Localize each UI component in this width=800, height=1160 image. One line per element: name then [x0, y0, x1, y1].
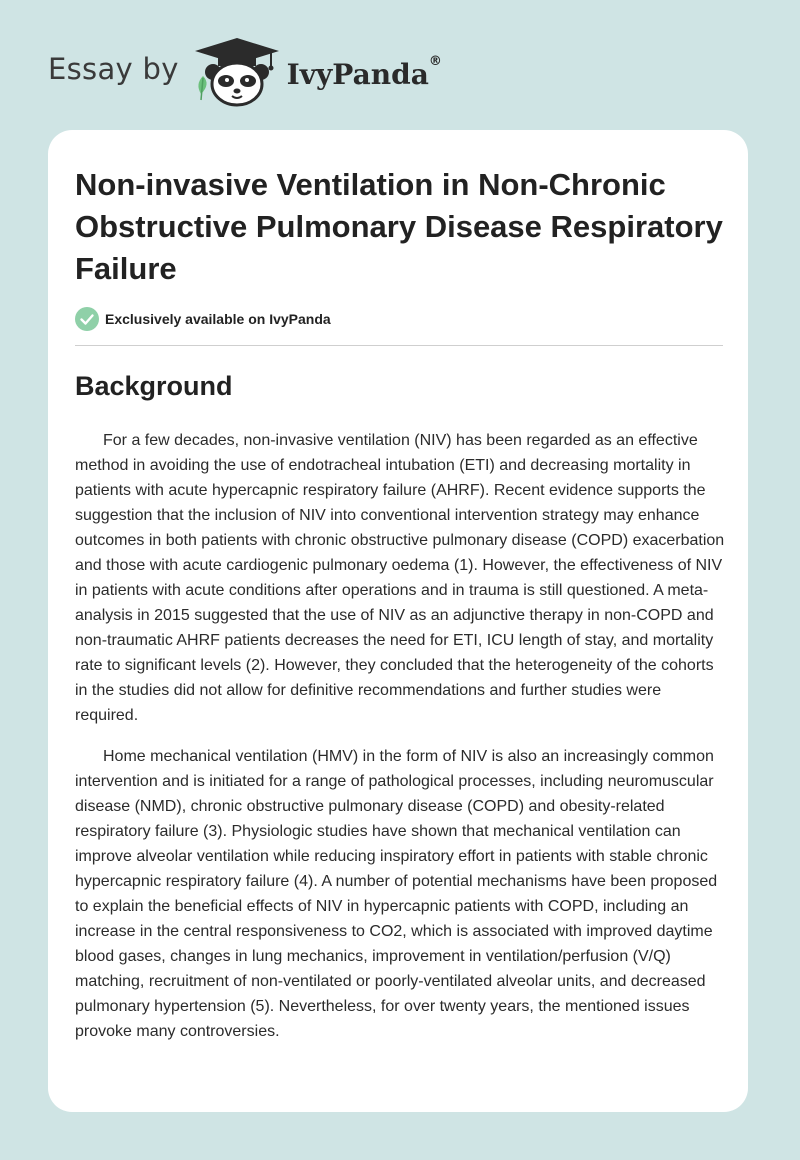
brand-name[interactable] [286, 53, 442, 91]
panda-graduation-cap-icon[interactable] [191, 36, 283, 108]
check-circle-icon [75, 307, 99, 331]
article-body [75, 428, 727, 1060]
essay-card [48, 130, 748, 1112]
section-heading: Background [75, 371, 233, 401]
divider [75, 345, 723, 346]
registered-mark: ® [428, 53, 442, 69]
exclusive-badge-text: Exclusively available on IvyPanda [105, 311, 331, 327]
paragraph: Home mechanical ventilation (HMV) in the form of NIV is also an increasingly common intervention and is initiated for a range of pathological processes, including neuromuscular disease (NMD), chronic obstructive pulmonary disease (COPD) and obesity-related respiratory failure (3). Physiologic studies have shown that mechanical ventilation can improve alveolar ventilation while reducing inspiratory effort in patients with stable chronic hypercapnic respiratory failure (4). A number of potential mechanisms have been proposed to explain the beneficial effects of NIV in hypercapnic patients with COPD, including an increase in the central responsiveness to CO2, which is associated with improved daytime blood gases, changes in lung mechanics, improvement in ventilation/perfusion (V/Q) matching, recruitment of non-ventilated or poorly-ventilated alveolar units, and decreased pulmonary hypertension (5). Nevertheless, for over twenty years, the mentioned issues provoke many controversies. [75, 748, 718, 1040]
brand-name-text: IvyPanda [286, 57, 429, 91]
page-title: Non-invasive Ventilation in Non-Chronic Obstructive Pulmonary Disease Respiratory Failure [75, 167, 723, 286]
site-header [48, 36, 442, 108]
paragraph: For a few decades, non-invasive ventilation (NIV) has been regarded as an effective method in avoiding the use of endotracheal intubation (ETI) and decreasing mortality in patients with acute hypercapnic respiratory failure (AHRF). Recent evidence supports the suggestion that the inclusion of NIV into conventional intervention strategy may enhance outcomes in both patients with chronic obstructive pulmonary disease (COPD) exacerbation and those with acute cardiogenic pulmonary oedema (1). However, the effectiveness of NIV in patients with acute conditions after operations and in trauma is still questioned. A meta-analysis in 2015 suggested that the use of NIV as an adjunctive therapy in non-COPD and non-traumatic AHRF patients decreases the need for ETI, ICU length of stay, and mortality rate to significant levels (2). However, they concluded that the heterogeneity of the cohorts in the studies did not allow for definitive recommendations and further studies were required. [75, 432, 725, 724]
brand-prefix: Essay by [48, 52, 179, 86]
exclusive-badge [75, 307, 331, 331]
